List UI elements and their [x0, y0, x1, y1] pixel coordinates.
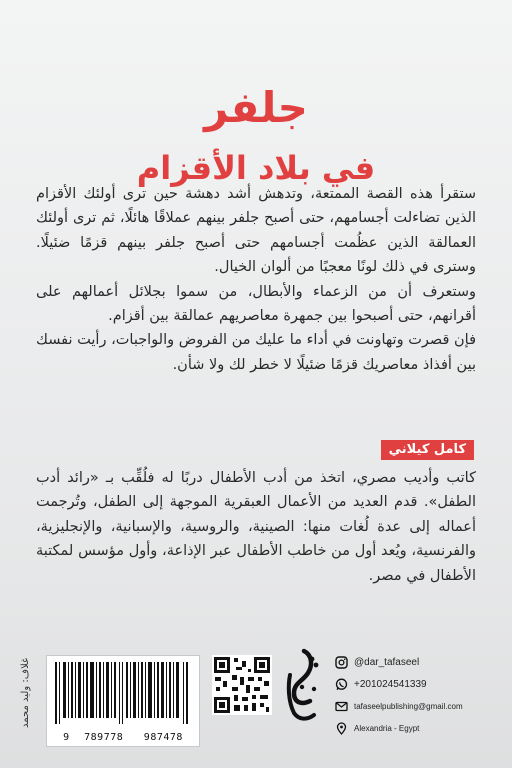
contact-phone[interactable]	[334, 673, 494, 695]
blurb-paragraph: وستعرف أن من الزعماء والأبطال، من سموا بجلائل أعمالهم على أقرانهم، حتى أصبحوا بين جمهرة معاصريهم عمالقة بين أقزام.	[36, 283, 476, 325]
author-name: كامل كيلاني	[381, 440, 474, 460]
isbn-barcode	[46, 655, 200, 747]
book-subtitle: في بلاد الأقزام	[136, 148, 376, 187]
qr-code-graphic	[212, 655, 272, 715]
author-bio: كاتب وأديب مصري، اتخذ من أدب الأطفال دربًا له فلُقِّب بـ «رائد أدب الطفل». قدم العديد من الأعمال العبقرية الموجهة إلى الطفل، وتُرجمت أعماله إلى عدة لُغات منها: الصينية، والروسية، والإسبانية، والإنجليزية، والفرنسية، ويُعد أول من خاطب الأطفال عبر الإذاعة، وأول مؤسس لمكتبة الأطفال في مصر.	[36, 470, 476, 584]
blurb	[36, 182, 476, 377]
location-icon	[334, 721, 348, 735]
instagram-icon	[334, 655, 348, 669]
phone-number: +201024541339	[354, 678, 427, 690]
cover-credit: غلاف: وليد محمد	[20, 657, 31, 728]
publisher-logo-mark	[282, 645, 322, 725]
instagram-handle: @dar_tafaseel	[354, 656, 420, 668]
address-text: Alexandria - Egypt	[354, 723, 420, 733]
blurb-paragraph: ستقرأ هذه القصة الممتعة، وتدهش أشد دهشة حين ترى أولئك الأقزام الذين تضاءلت أجسامهم، حتى أصبح جلفر بينهم عملاقًا هائلًا، ثم ترى أولئك العمالقة الذين عظُمت أجسامهم حتى أصبح جلفر بينهم قزمًا ضئيلًا. وسترى في ذلك لونًا معجبًا من ألوان الخيال.	[36, 186, 476, 276]
whatsapp-icon	[334, 677, 348, 691]
contact-address	[334, 717, 494, 739]
publisher-contacts	[334, 651, 494, 739]
book-title: جلفر	[204, 83, 308, 133]
blurb-paragraph: فإن قصرت وتهاونت في أداء ما عليك من الفروض والواجبات، رأيت نفسك بين أفذاذ معاصريك قزمًا ضئيلًا لا خطر لك ولا شأن.	[36, 332, 476, 373]
barcode-right-group: 987478	[143, 732, 183, 743]
publisher-logo	[282, 645, 322, 725]
barcode-digits	[47, 732, 199, 743]
email-icon	[334, 699, 348, 713]
qr-code	[212, 655, 272, 715]
email-address: tafaseelpublishing@gmail.com	[354, 701, 463, 711]
contact-instagram[interactable]	[334, 651, 494, 673]
barcode-first-digit: 9	[63, 732, 70, 743]
barcode-left-group: 789778	[84, 732, 124, 743]
barcode-bars	[55, 662, 191, 724]
contact-email[interactable]	[334, 695, 494, 717]
